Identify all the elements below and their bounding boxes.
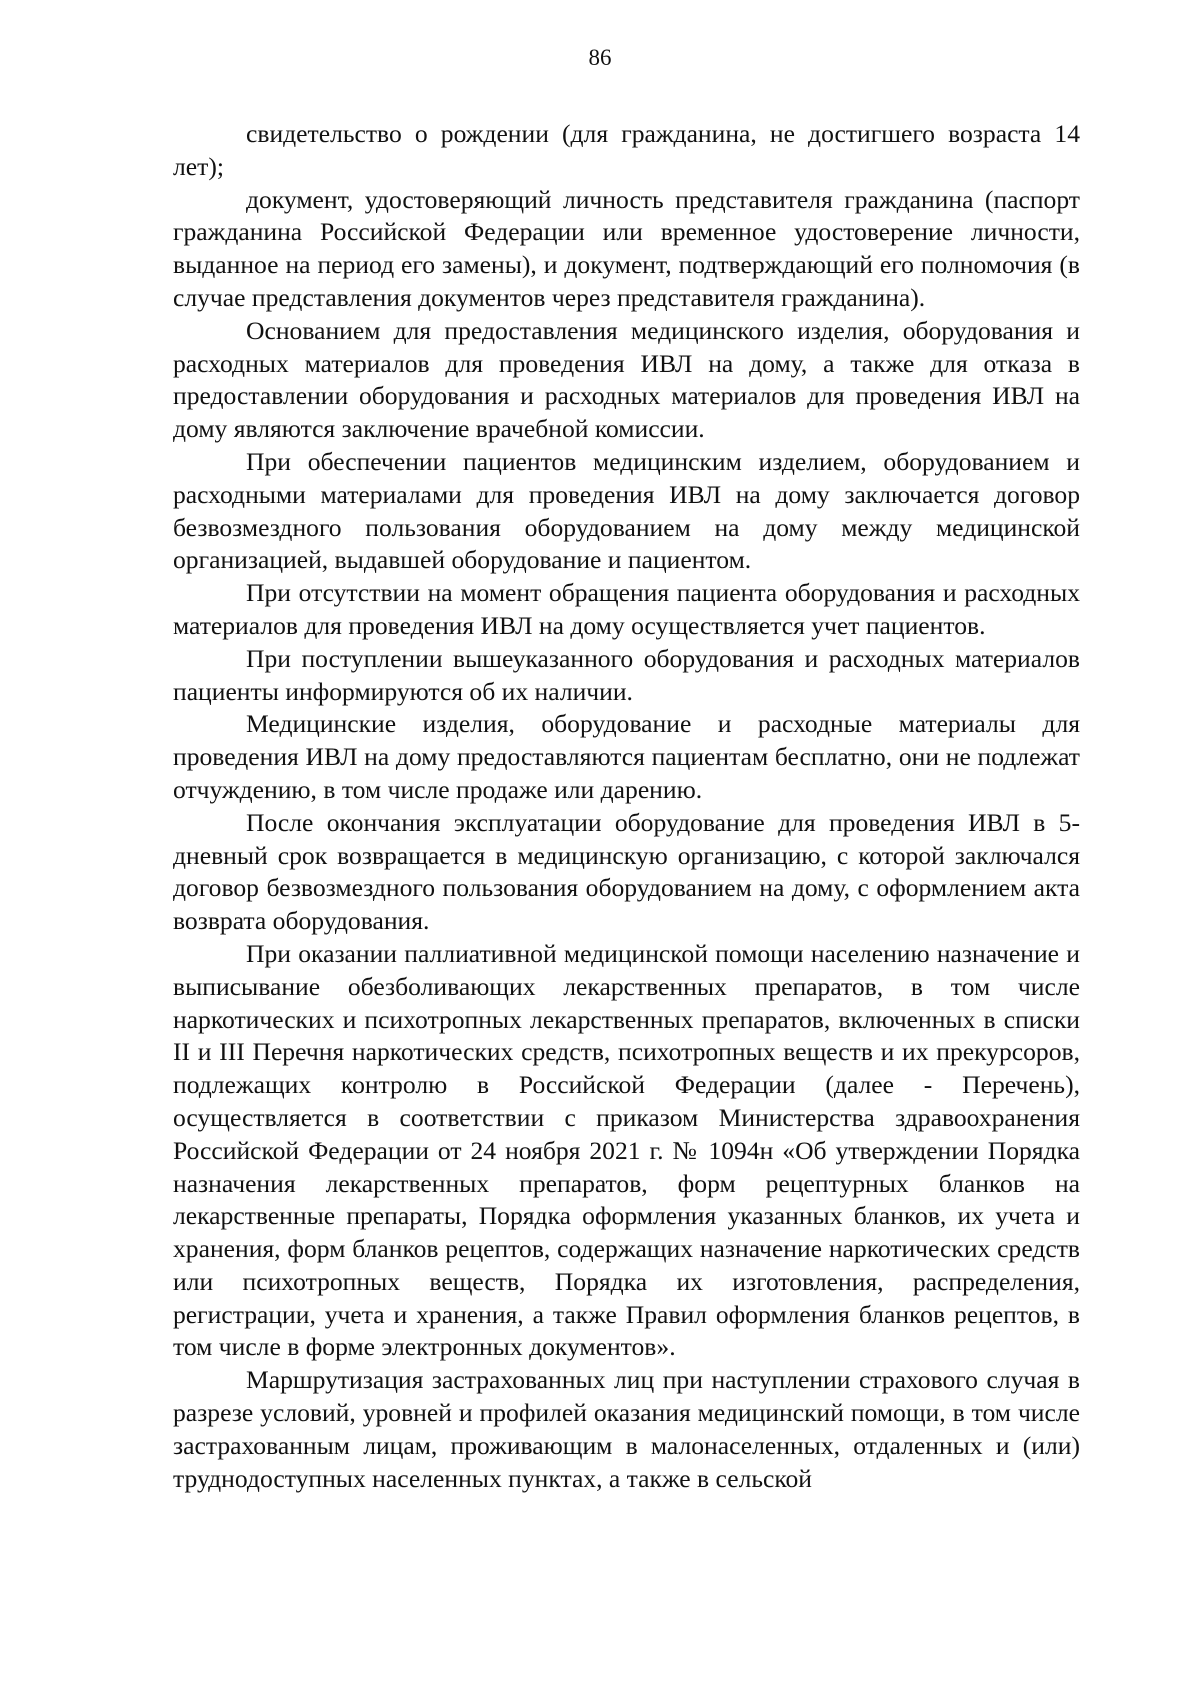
paragraph-birth-certificate: свидетельство о рождении (для гражданина, не достигшего возраста 14 лет); [173, 119, 1080, 181]
page-number: 86 [588, 45, 612, 70]
paragraph-patient-notification: При поступлении вышеуказанного оборудования и расходных материалов пациенты информируются об их наличии. [173, 643, 1080, 706]
paragraph-free-use-agreement: При обеспечении пациентов медицинским изделием, оборудованием и расходными материалами для проведения ИВЛ на дому заключается договор безвозмездного пользования оборудованием на дому между медицинской организацией, выдавшей оборудование и пациентом. [173, 446, 1080, 575]
paragraph-routing-insured-persons: Маршрутизация застрахованных лиц при наступлении страхового случая в разрезе условий, уровней и профилей оказания медицинский помощи, в том числе застрахованным лицам, проживающим в малонаселенных, отдаленных и (или) труднодоступных населенных пунктах, а также в сельской [173, 1365, 1080, 1493]
paragraph-palliative-prescription: При оказании паллиативной медицинской помощи населению назначение и выписывание обезболивающих лекарственных препаратов, в том числе наркотических и психотропных лекарственных препаратов, включенных в списки II и III Перечня наркотических средств, психотропных веществ и их прекурсоров, подлежащих контролю в Российской Федерации (далее - Перечень), осуществляется в соответствии с приказом Министерства здравоохранения Российской Федерации от 24 ноября 2021 г. № 1094н «Об утверждении Порядка назначения лекарственных препаратов, форм рецептурных бланков на лекарственные препараты, Порядка оформления указанных бланков, их учета и хранения, форм бланков рецептов, содержащих назначение наркотических средств или психотропных веществ, Порядка их изготовления, распределения, регистрации, учета и хранения, а также Правил оформления бланков рецептов, в том числе в форме электронных документов». [173, 938, 1080, 1362]
paragraph-representative-document: документ, удостоверяющий личность представителя гражданина (паспорт гражданина Российской Федерации или временное удостоверение личности, выданное на период его замены), и документ, подтверждающий его полномочия (в случае представления документов через представителя гражданина). [173, 184, 1080, 312]
paragraph-grounds-for-provision: Основанием для предоставления медицинского изделия, оборудования и расходных материалов для проведения ИВЛ на дому, а также для отказа в предоставлении оборудования и расходных материалов для проведения ИВЛ на дому являются заключение врачебной комиссии. [173, 315, 1080, 444]
paragraph-equipment-return: После окончания эксплуатации оборудование для проведения ИВЛ в 5-дневный срок возвращается в медицинскую организацию, с которой заключался договор безвозмездного пользования оборудованием на дому, с оформлением акта возврата оборудования. [173, 807, 1080, 936]
paragraph-free-provision: Медицинские изделия, оборудование и расходные материалы для проведения ИВЛ на дому предоставляются пациентам бесплатно, они не подлежат отчуждению, в том числе продаже или дарению. [173, 709, 1080, 804]
paragraph-patient-registration: При отсутствии на момент обращения пациента оборудования и расходных материалов для проведения ИВЛ на дому осуществляется учет пациентов. [173, 578, 1080, 640]
document-body [173, 118, 1080, 1495]
